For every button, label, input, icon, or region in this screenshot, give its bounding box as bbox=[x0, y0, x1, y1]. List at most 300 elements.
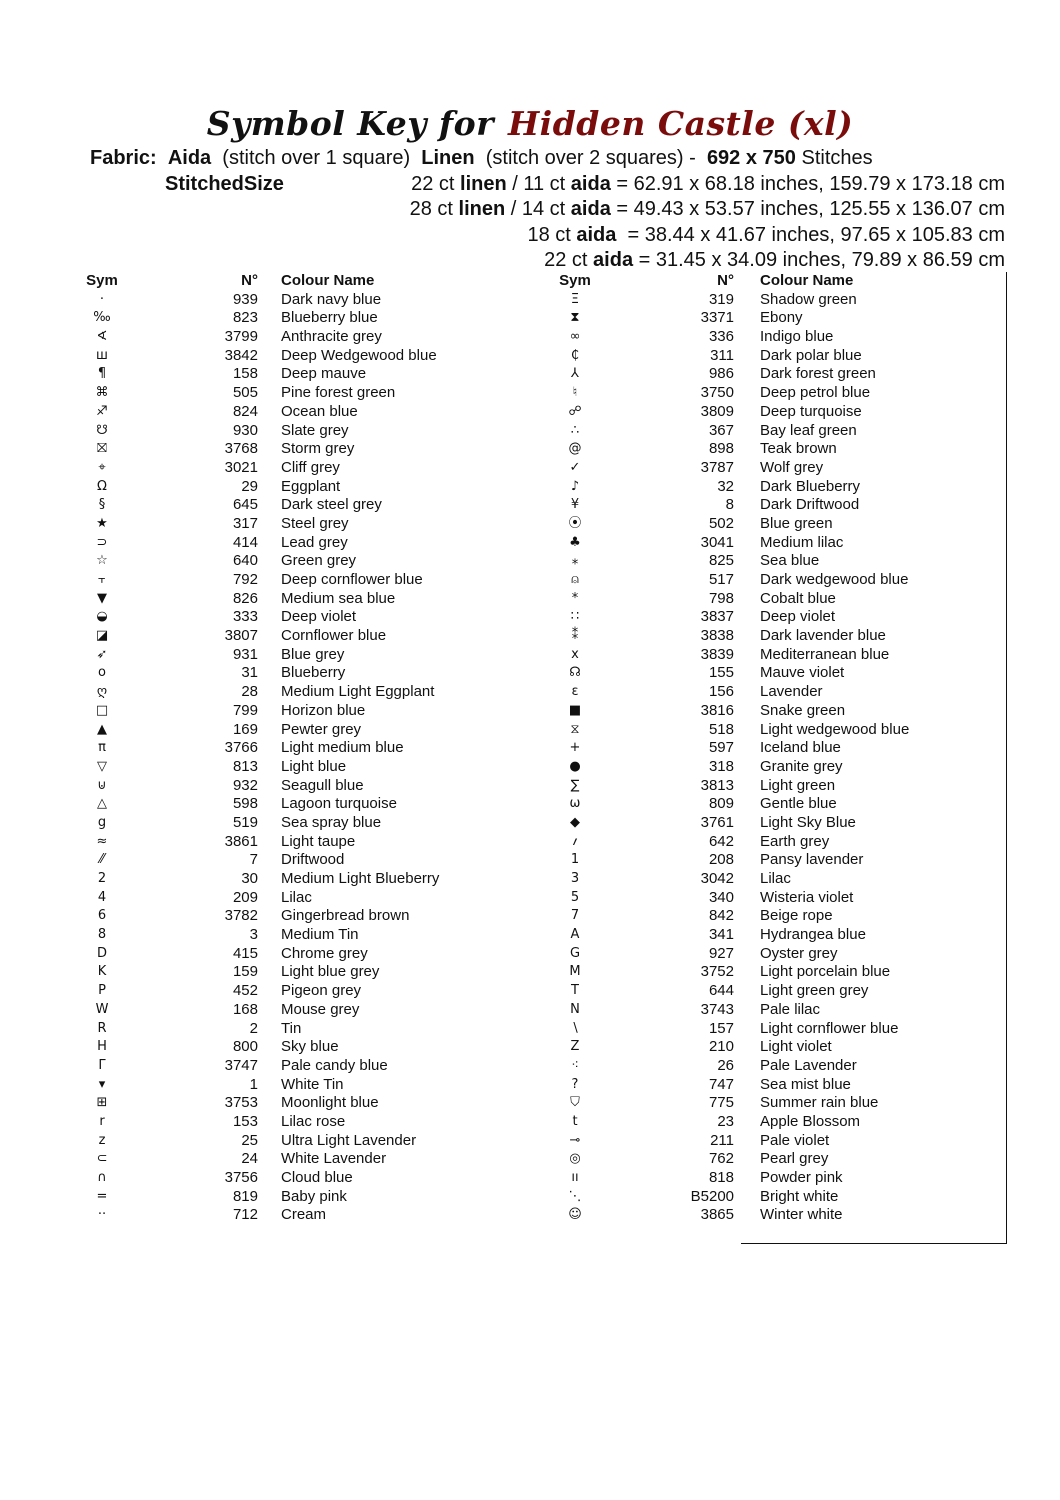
table-row bbox=[0, 870, 1060, 889]
symbol-icon: ⧖ bbox=[570, 721, 580, 737]
table-row bbox=[0, 1057, 1060, 1076]
colour-name: Ultra Light Lavender bbox=[281, 1131, 417, 1149]
fabric-label: Fabric: bbox=[90, 147, 157, 169]
symbol-icon: ⊍ bbox=[97, 777, 107, 793]
colour-name: Lilac rose bbox=[281, 1112, 346, 1130]
colour-number: 3752 bbox=[700, 963, 734, 981]
colour-number: 3842 bbox=[224, 346, 258, 364]
colour-name: Blue grey bbox=[281, 645, 345, 663]
colour-number: 3768 bbox=[224, 440, 258, 458]
colour-name: Blueberry bbox=[281, 664, 346, 682]
symbol-icon: ⧗ bbox=[570, 310, 580, 326]
colour-name: Deep violet bbox=[281, 608, 357, 626]
symbol-icon: ∷ bbox=[570, 609, 580, 625]
symbol-icon: π bbox=[98, 740, 106, 756]
fabric-aida: Aida bbox=[167, 147, 212, 169]
colour-number: 3787 bbox=[700, 458, 734, 476]
colour-number: 3021 bbox=[224, 458, 258, 476]
symbol-icon: o bbox=[98, 665, 106, 681]
colour-name: Deep Wedgewood blue bbox=[281, 346, 437, 364]
colour-number: 3813 bbox=[700, 776, 734, 794]
symbol-icon: ⦿ bbox=[568, 515, 582, 531]
table-row bbox=[0, 403, 1060, 422]
table-row bbox=[0, 926, 1060, 945]
colour-name: Sea blue bbox=[760, 552, 820, 570]
table-row bbox=[0, 889, 1060, 908]
symbol-icon: ıı bbox=[571, 1170, 579, 1185]
fabric-line bbox=[90, 147, 873, 170]
colour-name: Tin bbox=[281, 1019, 302, 1037]
colour-name: Blue green bbox=[760, 514, 833, 532]
table-row bbox=[0, 758, 1060, 777]
table-row bbox=[0, 422, 1060, 441]
colour-number: 775 bbox=[708, 1094, 734, 1112]
colour-number: 414 bbox=[232, 533, 258, 551]
symbol-icon: * bbox=[571, 590, 579, 606]
colour-number: 505 bbox=[232, 384, 258, 402]
colour-number: 3750 bbox=[700, 384, 734, 402]
colour-number: 168 bbox=[232, 1000, 258, 1018]
colour-name: Bay leaf green bbox=[760, 421, 857, 439]
colour-number: 3371 bbox=[700, 309, 734, 327]
colour-name: Dark steel grey bbox=[281, 496, 382, 514]
colour-number: 800 bbox=[232, 1038, 258, 1056]
table-row bbox=[0, 478, 1060, 497]
symbol-icon: ₵ bbox=[570, 347, 580, 363]
colour-number: 29 bbox=[241, 477, 258, 495]
symbol-icon: 4 bbox=[97, 889, 107, 905]
colour-number: 208 bbox=[708, 851, 734, 869]
colour-name: Medium sea blue bbox=[281, 589, 396, 607]
colour-name: Ebony bbox=[760, 309, 803, 327]
colour-name: Dark lavender blue bbox=[760, 627, 886, 645]
colour-name: Medium Tin bbox=[281, 926, 359, 944]
symbol-icon: ε bbox=[571, 684, 579, 700]
page-title bbox=[0, 104, 1060, 143]
table-row bbox=[0, 795, 1060, 814]
colour-name: Eggplant bbox=[281, 477, 341, 495]
pattern-name: Hidden Castle (xl) bbox=[507, 104, 854, 143]
table-row bbox=[0, 702, 1060, 721]
colour-name: Cliff grey bbox=[281, 458, 340, 476]
colour-number: 25 bbox=[241, 1131, 258, 1149]
symbol-icon: A bbox=[570, 927, 580, 943]
symbol-icon: □ bbox=[95, 702, 109, 718]
colour-name: Earth grey bbox=[760, 832, 830, 850]
colour-number: 762 bbox=[708, 1150, 734, 1168]
size-line-2: 28 ct linen / 14 ct aida = 49.43 x 53.57 inches, 125.55 x 136.07 cm bbox=[409, 198, 1005, 220]
symbol-icon: ღ bbox=[96, 684, 108, 700]
colour-name: Cream bbox=[281, 1206, 327, 1224]
colour-name: Deep turquoise bbox=[760, 402, 862, 420]
colour-number: 819 bbox=[232, 1187, 258, 1205]
symbol-icon: ⊞ bbox=[96, 1095, 108, 1111]
colour-number: 518 bbox=[708, 720, 734, 738]
colour-name: Ocean blue bbox=[281, 402, 358, 420]
table-row bbox=[0, 1038, 1060, 1057]
table-row bbox=[0, 1150, 1060, 1169]
colour-name: Pansy lavender bbox=[760, 851, 864, 869]
table-row bbox=[0, 440, 1060, 459]
table-row bbox=[0, 1001, 1060, 1020]
colour-number: 798 bbox=[708, 589, 734, 607]
colour-number: 210 bbox=[708, 1038, 734, 1056]
colour-number: 3807 bbox=[224, 627, 258, 645]
colour-number: 3743 bbox=[700, 1000, 734, 1018]
table-row bbox=[0, 608, 1060, 627]
colour-name: Cobalt blue bbox=[760, 589, 836, 607]
colour-number: 155 bbox=[708, 664, 734, 682]
symbol-icon: ◎ bbox=[569, 1151, 581, 1167]
colour-name: Lilac bbox=[281, 888, 312, 906]
colour-number: 159 bbox=[232, 963, 258, 981]
colour-name: Teak brown bbox=[760, 440, 837, 458]
symbol-icon: ∑ bbox=[570, 777, 580, 793]
table-row bbox=[0, 459, 1060, 478]
colour-number: 712 bbox=[232, 1206, 258, 1224]
colour-name: Cloud blue bbox=[281, 1169, 353, 1186]
size-line-4: 22 ct aida = 31.45 x 34.09 inches, 79.89 x 86.59 cm bbox=[544, 249, 1005, 271]
colour-number: 747 bbox=[708, 1075, 734, 1093]
symbol-icon: ● bbox=[569, 758, 581, 774]
colour-name: Horizon blue bbox=[281, 701, 366, 719]
colour-name: Mouse grey bbox=[281, 1000, 360, 1018]
colour-number: 799 bbox=[232, 701, 258, 719]
colour-number: 939 bbox=[232, 290, 258, 308]
header-sym: Sym bbox=[86, 272, 118, 289]
table-row bbox=[0, 721, 1060, 740]
colour-number: 7 bbox=[249, 851, 258, 869]
symbol-icon: · bbox=[99, 291, 105, 307]
symbol-icon: ⌖ bbox=[98, 459, 106, 475]
table-row bbox=[0, 814, 1060, 833]
colour-number: 640 bbox=[232, 552, 258, 570]
symbol-icon: ¶ bbox=[97, 366, 107, 382]
colour-name: Shadow green bbox=[760, 290, 857, 308]
colour-number: 32 bbox=[717, 477, 734, 495]
header-num: N° bbox=[241, 272, 258, 289]
symbol-icon: P bbox=[98, 983, 106, 999]
symbol-icon: ✓ bbox=[569, 459, 581, 475]
symbol-icon: ◆ bbox=[570, 814, 580, 830]
colour-number: 823 bbox=[232, 309, 258, 327]
colour-name: Deep mauve bbox=[281, 365, 367, 383]
colour-name: Moonlight blue bbox=[281, 1094, 379, 1112]
colour-number: 826 bbox=[232, 589, 258, 607]
colour-name: Lead grey bbox=[281, 533, 348, 551]
colour-name: Green grey bbox=[281, 552, 357, 570]
symbol-icon: △ bbox=[97, 796, 107, 812]
symbol-icon: = bbox=[96, 1188, 108, 1204]
symbol-icon: Γ bbox=[98, 1057, 106, 1073]
colour-number: 645 bbox=[232, 496, 258, 514]
symbol-icon: ∩ bbox=[97, 1170, 107, 1185]
colour-name: Light green grey bbox=[760, 982, 869, 1000]
colour-number: 452 bbox=[232, 982, 258, 1000]
colour-number: 23 bbox=[717, 1112, 734, 1130]
symbol-icon: ω bbox=[569, 796, 581, 812]
table-row bbox=[0, 739, 1060, 758]
colour-number: 932 bbox=[232, 776, 258, 794]
table-row bbox=[0, 1094, 1060, 1113]
colour-number: 3799 bbox=[224, 328, 258, 346]
colour-number: 28 bbox=[241, 683, 258, 701]
symbol-icon: ◪ bbox=[95, 628, 109, 644]
colour-number: 3042 bbox=[700, 870, 734, 887]
colour-name: Oyster grey bbox=[760, 944, 838, 962]
colour-number: 156 bbox=[708, 683, 734, 701]
colour-number: 931 bbox=[232, 645, 258, 663]
colour-number: 336 bbox=[708, 328, 734, 346]
symbol-icon: ☺ bbox=[568, 1207, 582, 1223]
colour-number: 792 bbox=[232, 571, 258, 588]
title-prefix: Symbol Key for bbox=[206, 104, 494, 143]
colour-name: Mauve violet bbox=[760, 664, 845, 682]
colour-name: Sea spray blue bbox=[281, 813, 382, 831]
colour-number: 3761 bbox=[700, 813, 734, 831]
colour-number: 341 bbox=[708, 926, 734, 944]
colour-name: Deep cornflower blue bbox=[281, 571, 423, 588]
symbol-icon: z bbox=[98, 1132, 106, 1148]
colour-name: Dark Blueberry bbox=[760, 477, 861, 495]
table-row bbox=[0, 1113, 1060, 1132]
table-row bbox=[0, 347, 1060, 366]
colour-number: 158 bbox=[232, 365, 258, 383]
symbol-icon: N bbox=[570, 1001, 580, 1017]
colour-name: Light green bbox=[760, 776, 836, 794]
table-row bbox=[0, 646, 1060, 665]
colour-name: Gingerbread brown bbox=[281, 907, 410, 925]
symbol-icon: x bbox=[571, 646, 579, 662]
symbol-icon: ш bbox=[96, 347, 108, 363]
colour-number: 2 bbox=[249, 1019, 258, 1037]
table-row bbox=[0, 683, 1060, 702]
colour-name: Seagull blue bbox=[281, 776, 364, 794]
colour-name: Wolf grey bbox=[760, 458, 824, 476]
colour-name: Light blue grey bbox=[281, 963, 380, 981]
table-row bbox=[0, 365, 1060, 384]
fabric-aida-note: (stitch over 1 square) bbox=[222, 147, 411, 169]
stitches-label: Stitches bbox=[801, 147, 873, 169]
table-row bbox=[0, 515, 1060, 534]
colour-number: 30 bbox=[241, 870, 258, 887]
symbol-icon: ▾ bbox=[98, 1076, 106, 1092]
colour-name: Light cornflower blue bbox=[760, 1019, 899, 1037]
symbol-icon: ⍝ bbox=[571, 572, 579, 587]
colour-name: Light violet bbox=[760, 1038, 832, 1056]
colour-name: Deep violet bbox=[760, 608, 836, 626]
symbol-key-table-right bbox=[0, 272, 1060, 1225]
colour-number: 519 bbox=[232, 813, 258, 831]
fabric-linen: Linen bbox=[421, 147, 475, 169]
symbol-icon: ⛝ bbox=[97, 441, 107, 457]
symbol-icon: ∢ bbox=[96, 329, 108, 345]
fabric-linen-note: (stitch over 2 squares) - bbox=[485, 147, 696, 169]
colour-number: 333 bbox=[232, 608, 258, 626]
table-row bbox=[0, 328, 1060, 347]
colour-name: Hydrangea blue bbox=[760, 926, 866, 944]
symbol-icon: ⁑ bbox=[571, 628, 579, 644]
table-row bbox=[0, 1188, 1060, 1207]
colour-number: 644 bbox=[708, 982, 734, 1000]
symbol-icon: + bbox=[569, 740, 581, 756]
table-row bbox=[0, 1020, 1060, 1039]
colour-name: Winter white bbox=[760, 1206, 843, 1224]
symbol-icon: ★ bbox=[96, 515, 108, 531]
colour-number: 3766 bbox=[224, 739, 258, 757]
colour-number: B5200 bbox=[690, 1187, 734, 1205]
symbol-icon: G bbox=[569, 945, 581, 961]
colour-number: 927 bbox=[708, 944, 734, 962]
colour-name: Sky blue bbox=[281, 1038, 339, 1056]
colour-number: 3809 bbox=[700, 402, 734, 420]
colour-number: 367 bbox=[708, 421, 734, 439]
symbol-icon: ▼ bbox=[97, 590, 107, 606]
symbol-icon: 8 bbox=[97, 927, 107, 943]
colour-name: Dark navy blue bbox=[281, 290, 382, 308]
colour-number: 3816 bbox=[700, 701, 734, 719]
size-line-3: 18 ct aida = 38.44 x 41.67 inches, 97.65 x 105.83 cm bbox=[527, 224, 1005, 246]
symbol-icon: D bbox=[96, 945, 107, 961]
colour-name: Light porcelain blue bbox=[760, 963, 891, 981]
symbol-icon: K bbox=[97, 964, 107, 980]
symbol-icon: 6 bbox=[97, 908, 107, 924]
colour-number: 211 bbox=[710, 1131, 734, 1149]
colour-number: 209 bbox=[232, 888, 258, 906]
table-bottom-border bbox=[741, 1243, 1007, 1244]
colour-number: 340 bbox=[708, 888, 734, 906]
colour-name: Pewter grey bbox=[281, 720, 362, 738]
symbol-icon: ⁖ bbox=[571, 1057, 579, 1073]
colour-number: 3041 bbox=[700, 533, 734, 551]
colour-number: 598 bbox=[232, 795, 258, 813]
symbol-icon: ♣ bbox=[569, 534, 581, 550]
symbol-icon: ·· bbox=[97, 1207, 107, 1223]
colour-name: Pearl grey bbox=[760, 1150, 829, 1168]
colour-name: Slate grey bbox=[281, 421, 349, 439]
symbol-icon: ⅄ bbox=[571, 366, 579, 382]
colour-name: Deep petrol blue bbox=[760, 384, 871, 402]
symbol-icon: ¥ bbox=[570, 497, 580, 513]
colour-name: Lagoon turquoise bbox=[281, 795, 397, 813]
colour-name: White Lavender bbox=[281, 1150, 387, 1168]
colour-number: 642 bbox=[708, 832, 734, 850]
colour-number: 3837 bbox=[700, 608, 734, 626]
colour-number: 311 bbox=[710, 346, 734, 364]
colour-name: Dark forest green bbox=[760, 365, 876, 383]
table-row bbox=[0, 1132, 1060, 1151]
colour-number: 813 bbox=[232, 757, 258, 775]
table-row bbox=[0, 907, 1060, 926]
table-row bbox=[0, 552, 1060, 571]
colour-name: Driftwood bbox=[281, 851, 345, 869]
colour-name: Light blue bbox=[281, 757, 347, 775]
stitch-count: 692 x 750 bbox=[706, 147, 796, 169]
symbol-icon: R bbox=[97, 1020, 107, 1036]
table-row bbox=[0, 1206, 1060, 1225]
symbol-icon: 5 bbox=[570, 889, 580, 905]
colour-name: Cornflower blue bbox=[281, 627, 387, 645]
table-row bbox=[0, 590, 1060, 609]
symbol-icon: ⛉ bbox=[570, 1095, 580, 1111]
colour-name: Lilac bbox=[760, 870, 791, 887]
symbol-icon: 1 bbox=[570, 852, 580, 868]
symbol-icon: ■ bbox=[568, 702, 582, 718]
symbol-icon: ⋱ bbox=[568, 1188, 582, 1204]
symbol-icon: ♪ bbox=[570, 478, 580, 494]
colour-number: 169 bbox=[232, 720, 258, 738]
colour-name: Lavender bbox=[760, 683, 823, 701]
colour-number: 3753 bbox=[224, 1094, 258, 1112]
symbol-icon: ∖ bbox=[570, 1020, 580, 1036]
colour-number: 825 bbox=[708, 552, 734, 570]
colour-name: Pale candy blue bbox=[281, 1056, 388, 1074]
colour-name: Pigeon grey bbox=[281, 982, 362, 1000]
colour-name: Chrome grey bbox=[281, 944, 368, 962]
symbol-icon: ⁎ bbox=[571, 553, 579, 569]
table-row bbox=[0, 571, 1060, 590]
colour-number: 26 bbox=[717, 1056, 734, 1074]
symbol-icon: r bbox=[99, 1113, 105, 1129]
symbol-icon: ≈ bbox=[96, 833, 108, 849]
symbol-icon: ▽ bbox=[97, 758, 107, 774]
table-row bbox=[0, 945, 1060, 964]
colour-number: 3838 bbox=[700, 627, 734, 645]
colour-name: Pale lilac bbox=[760, 1000, 821, 1018]
header-colour-name: Colour Name bbox=[760, 272, 854, 289]
header-num: N° bbox=[717, 272, 734, 289]
colour-name: Sea mist blue bbox=[760, 1075, 851, 1093]
table-row bbox=[0, 982, 1060, 1001]
colour-number: 597 bbox=[708, 739, 734, 757]
table-row bbox=[0, 627, 1060, 646]
colour-name: Bright white bbox=[760, 1187, 839, 1205]
symbol-icon: ☆ bbox=[96, 553, 108, 569]
colour-name: Light wedgewood blue bbox=[760, 720, 910, 738]
colour-number: 3861 bbox=[224, 832, 258, 850]
table-row bbox=[0, 777, 1060, 796]
symbol-icon: § bbox=[98, 497, 106, 513]
colour-number: 842 bbox=[708, 907, 734, 925]
symbol-icon: ⊸ bbox=[569, 1132, 581, 1148]
header-colour-name: Colour Name bbox=[281, 272, 375, 289]
symbol-icon: 2 bbox=[97, 871, 107, 886]
table-row bbox=[0, 963, 1060, 982]
colour-name: Medium lilac bbox=[760, 533, 844, 551]
colour-name: Gentle blue bbox=[760, 795, 837, 813]
symbol-icon: M bbox=[569, 964, 581, 980]
header-sym: Sym bbox=[559, 272, 591, 289]
colour-name: Wisteria violet bbox=[760, 888, 854, 906]
symbol-icon: ➶ bbox=[96, 646, 108, 662]
colour-name: Pale violet bbox=[760, 1131, 830, 1149]
table-row bbox=[0, 851, 1060, 870]
colour-number: 809 bbox=[708, 795, 734, 813]
symbol-icon: ☋ bbox=[96, 422, 108, 438]
colour-number: 898 bbox=[708, 440, 734, 458]
symbol-icon: ♐ bbox=[96, 403, 108, 419]
table-row bbox=[0, 309, 1060, 328]
colour-number: 157 bbox=[708, 1019, 734, 1037]
colour-number: 502 bbox=[708, 514, 734, 532]
colour-name: Light taupe bbox=[281, 832, 356, 850]
colour-name: Dark polar blue bbox=[760, 346, 862, 364]
colour-name: Dark wedgewood blue bbox=[760, 571, 909, 588]
symbol-icon: ؍ bbox=[571, 833, 579, 849]
symbol-icon: T bbox=[571, 983, 579, 999]
symbol-icon: ‰ bbox=[93, 310, 111, 326]
symbol-icon: ▲ bbox=[97, 721, 107, 737]
